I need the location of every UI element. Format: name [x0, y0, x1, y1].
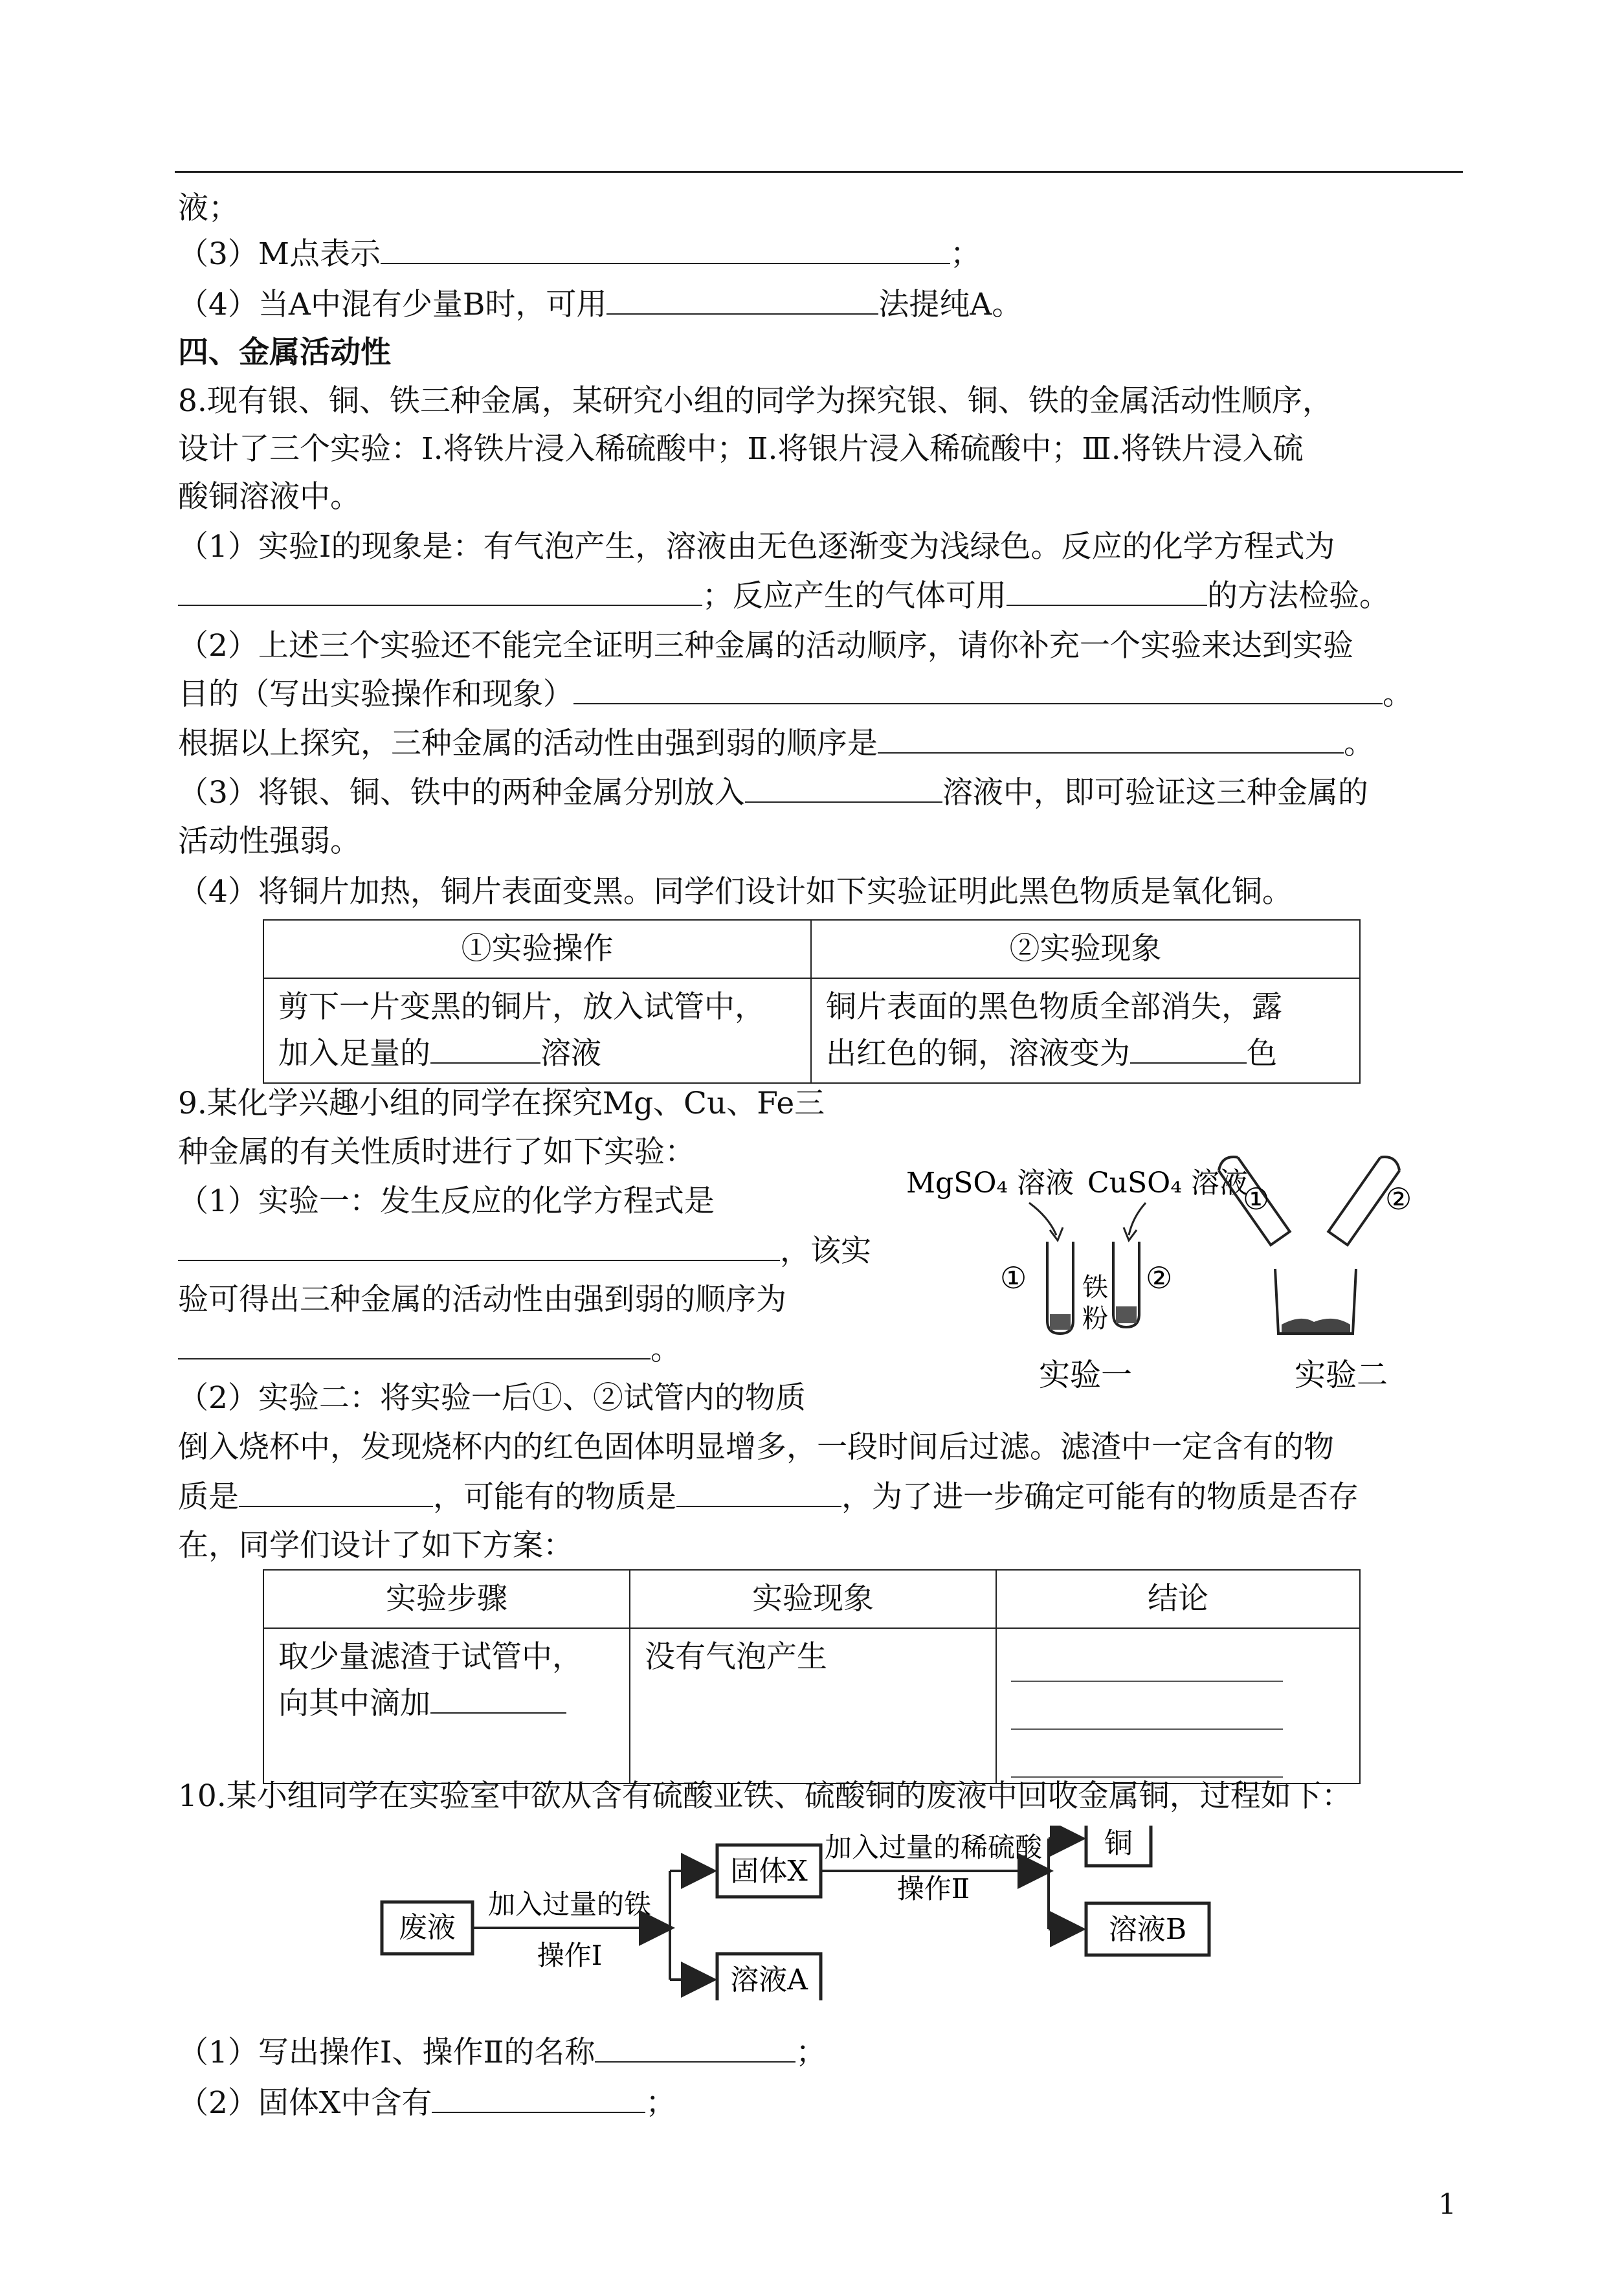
- question-4: （4）当A中混有少量B时，可用 法提纯A。: [178, 285, 1022, 324]
- text-line: （4）将铜片加热，铜片表面变黑。同学们设计如下实验证明此黑色物质是氧化铜。: [178, 874, 1293, 910]
- answer-blank[interactable]: [381, 234, 950, 264]
- add-acid-label: 加入过量的稀硫酸: [824, 1831, 1043, 1863]
- answer-blank[interactable]: [178, 1330, 651, 1359]
- answer-blank[interactable]: [1007, 576, 1207, 606]
- mgso4-label: MgSO₄ 溶液: [906, 1167, 1074, 1200]
- answer-blank[interactable]: [878, 724, 1344, 754]
- text-line: 根据以上探究，三种金属的活动性由强到弱的顺序是 。: [178, 724, 1374, 763]
- operation-2-label: 操作Ⅱ: [896, 1873, 970, 1905]
- answer-blank[interactable]: [430, 1034, 540, 1064]
- arrow: [1029, 1203, 1056, 1235]
- text-line: （1）实验Ⅰ的现象是：有气泡产生，溶液由无色逐渐变为浅绿色。反应的化学方程式为: [178, 529, 1335, 565]
- experiment-table-2: [263, 1569, 1361, 1784]
- answer-blank[interactable]: [1130, 1034, 1247, 1064]
- answer-blank[interactable]: [606, 285, 878, 315]
- table-header: 实验现象: [630, 1570, 996, 1628]
- text-line: 种金属的有关性质时进行了如下实验：: [178, 1134, 695, 1170]
- answer-blank[interactable]: [595, 2033, 795, 2063]
- answer-blank[interactable]: [178, 576, 702, 606]
- text-line: 酸铜溶液中。: [178, 479, 361, 515]
- table-header: 结论: [996, 1570, 1360, 1628]
- text-line: ；反应产生的气体可用 的方法检验。: [178, 576, 1390, 616]
- svg-text:废液: 废液: [399, 1911, 456, 1944]
- text-line: 倒入烧杯中，发现烧杯内的红色固体明显增多，一段时间后过滤。滤渣中一定含有的物: [178, 1429, 1334, 1465]
- section-heading: 四、金属活动性: [178, 335, 391, 370]
- iron-label: 铁: [1082, 1273, 1108, 1303]
- answer-blank[interactable]: [239, 1477, 433, 1507]
- process-flow-diagram: [375, 1826, 1282, 2000]
- table-cell: [996, 1628, 1360, 1784]
- svg-text:溶液B: 溶液B: [1108, 1913, 1187, 1946]
- text-line: 活动性强弱。: [178, 823, 361, 859]
- text-line: 8.现有银、铜、铁三种金属，某研究小组的同学为探究银、铜、铁的金属活动性顺序，: [178, 383, 1333, 419]
- conclusion-blank[interactable]: [1011, 1655, 1283, 1682]
- tube-2-label: ②: [1146, 1260, 1173, 1295]
- text-line: 设计了三个实验：Ⅰ.将铁片浸入稀硫酸中；Ⅱ.将银片浸入稀硫酸中；Ⅲ.将铁片浸入硫: [178, 431, 1304, 467]
- table-header: ①实验操作: [263, 920, 811, 978]
- cuso4-label: CuSO₄ 溶液: [1087, 1167, 1248, 1200]
- text-line: 。: [178, 1330, 681, 1369]
- table-cell: 没有气泡产生: [630, 1628, 996, 1784]
- powder-label: 粉: [1082, 1304, 1108, 1334]
- answer-blank[interactable]: [432, 2083, 645, 2113]
- experiment-2-caption: 实验二: [1295, 1357, 1388, 1393]
- table-cell: 取少量滤渣于试管中， 向其中滴加: [263, 1628, 630, 1784]
- text-line: （2）上述三个实验还不能完全证明三种金属的活动顺序，请你补充一个实验来达到实验: [178, 628, 1353, 664]
- operation-1-label: 操作Ⅰ: [537, 1940, 603, 1971]
- text-line: （2）实验二：将实验一后①、②试管内的物质: [178, 1380, 806, 1416]
- tilted-tube-2-label: ②: [1385, 1181, 1412, 1216]
- text-line: 在，同学们设计了如下方案：: [178, 1528, 573, 1563]
- answer-blank[interactable]: [745, 773, 942, 803]
- text-line: 质是 ，可能有的物质是 ，为了进一步确定可能有的物质是否存: [178, 1477, 1359, 1517]
- answer-blank[interactable]: [430, 1684, 566, 1714]
- question-3: （3）M点表示 ；: [178, 234, 981, 274]
- tube-1-label: ①: [1000, 1260, 1027, 1295]
- text-line: ，该实: [178, 1231, 871, 1271]
- answer-blank[interactable]: [676, 1477, 841, 1507]
- text-line: （1）写出操作Ⅰ、操作Ⅱ的名称 ；: [178, 2033, 826, 2072]
- text-line: （1）实验一：发生反应的化学方程式是: [178, 1183, 715, 1219]
- experiment-table-1: [263, 919, 1361, 1084]
- svg-text:固体X: 固体X: [730, 1855, 808, 1888]
- experiment-figure: [887, 1126, 1456, 1411]
- arrow: [1129, 1203, 1146, 1235]
- conclusion-blank[interactable]: [1011, 1703, 1283, 1730]
- text-line: 验可得出三种金属的活动性由强到弱的顺序为: [178, 1282, 786, 1317]
- answer-blank[interactable]: [573, 675, 1383, 704]
- text-line: （3）将银、铜、铁中的两种金属分别放入 溶液中，即可验证这三种金属的: [178, 773, 1368, 812]
- text-line: 9.某化学兴趣小组的同学在探究Mg、Cu、Fe三: [178, 1086, 825, 1121]
- answer-blank[interactable]: [178, 1231, 780, 1261]
- tilted-tube-1-label: ①: [1243, 1181, 1270, 1216]
- text-line: 目的（写出实验操作和现象） 。: [178, 675, 1413, 714]
- add-iron-label: 加入过量的铁: [487, 1888, 652, 1920]
- text-line: 液；: [178, 190, 239, 226]
- svg-text:溶液A: 溶液A: [730, 1963, 808, 1997]
- text-line: （2）固体X中含有 ；: [178, 2083, 676, 2123]
- experiment-1-caption: 实验一: [1039, 1357, 1133, 1393]
- page-number: 1: [1438, 2188, 1456, 2221]
- table-header: 实验步骤: [263, 1570, 630, 1628]
- table-header: ②实验现象: [811, 920, 1360, 978]
- text-line: 10.某小组同学在实验室中欲从含有硫酸亚铁、硫酸铜的废液中回收金属铜，过程如下：: [178, 1778, 1352, 1814]
- table-cell: 铜片表面的黑色物质全部消失，露 出红色的铜，溶液变为 色: [811, 978, 1360, 1083]
- svg-text:铜: 铜: [1104, 1827, 1133, 1860]
- table-cell: 剪下一片变黑的铜片，放入试管中， 加入足量的 溶液: [263, 978, 811, 1083]
- header-rule: [175, 171, 1463, 173]
- conclusion-blank[interactable]: [1011, 1751, 1283, 1778]
